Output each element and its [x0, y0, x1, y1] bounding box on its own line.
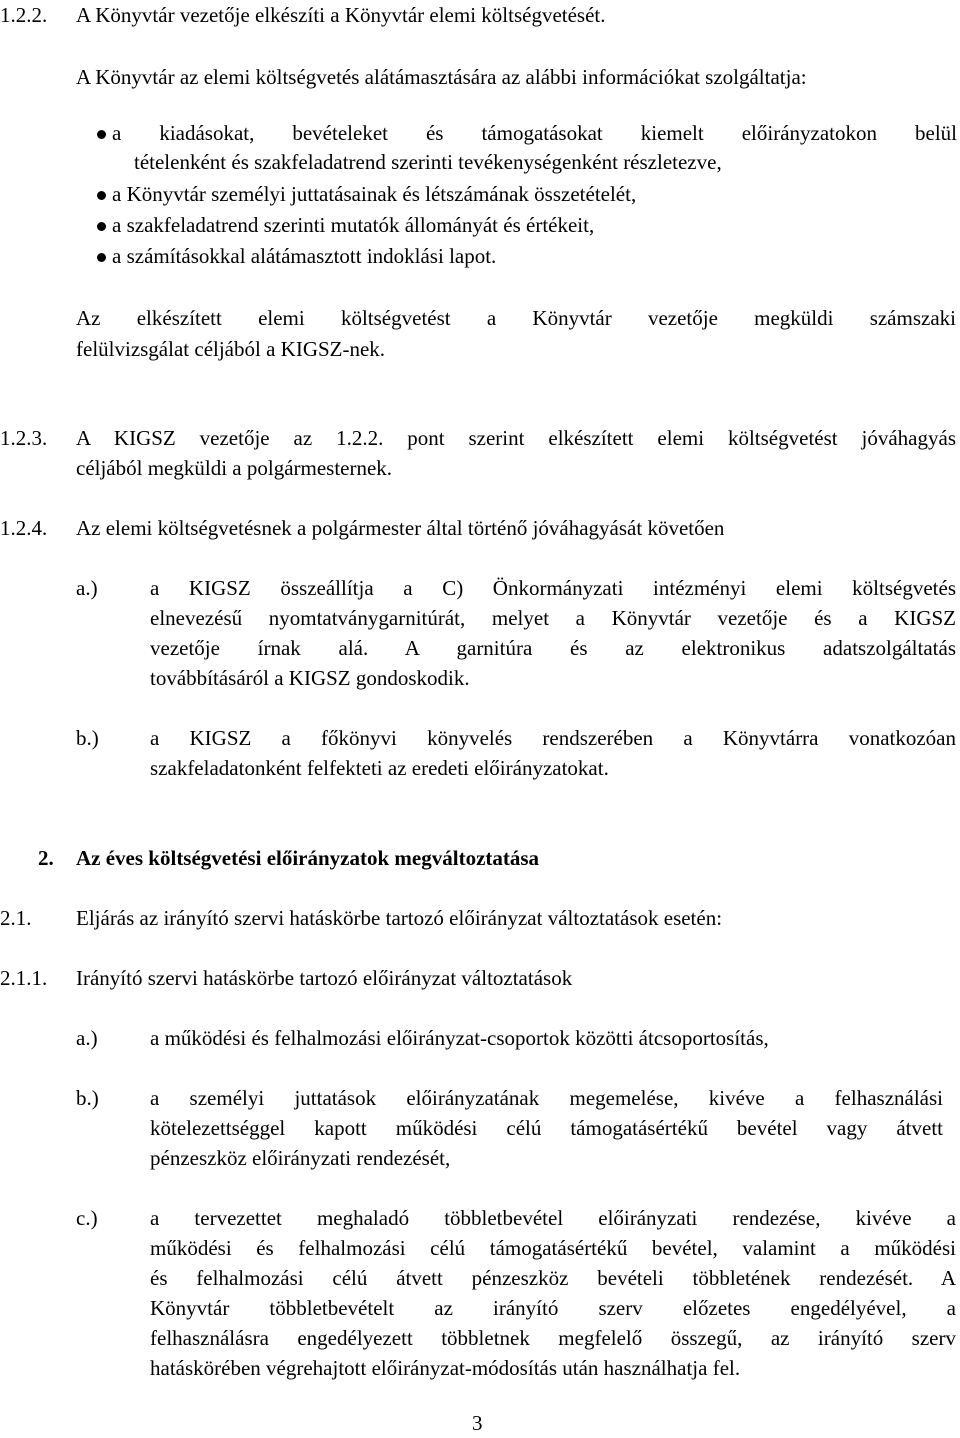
- chapter-title: Az éves költségvetési előirányzatok megváltoztatása: [76, 846, 540, 870]
- intro-paragraph: A Könyvtár az elemi költségvetés alátámasztására az alábbi információkat szolgáltatja:: [76, 65, 807, 89]
- item-label: b.): [76, 1086, 99, 1110]
- section-heading: Eljárás az irányító szervi hatáskörbe tartozó előirányzat változtatások esetén:: [76, 906, 723, 930]
- section-heading: Irányító szervi hatáskörbe tartozó előirányzat változtatások: [76, 966, 573, 990]
- item-line: Könyvtár többletbevételt az irányító szerv előzetes engedélyével, a: [150, 1296, 956, 1320]
- item-label: a.): [76, 1026, 98, 1050]
- item-line: szakfeladatonként felfekteti az eredeti előirányzatokat.: [150, 756, 609, 780]
- paragraph-line: Az elkészített elemi költségvetést a Könyvtár vezetője megküldi számszaki: [76, 306, 956, 330]
- bullet-icon: [97, 130, 106, 139]
- section-number: 2.1.: [0, 906, 32, 930]
- item-line: felhasználásra engedélyezett többletnek megfelelő összegű, az irányító szerv: [150, 1326, 956, 1350]
- item-label: a.): [76, 576, 98, 600]
- bullet-item-line: a számításokkal alátámasztott indoklási lapot.: [112, 244, 497, 268]
- paragraph-line: felülvizsgálat céljából a KIGSZ-nek.: [76, 337, 386, 361]
- bullet-item-line: tételenként és szakfeladatrend szerinti tevékenységenként részletezve,: [134, 150, 722, 174]
- section-number: 1.2.4.: [0, 516, 48, 540]
- item-line: pénzeszköz előirányzati rendezését,: [150, 1146, 451, 1170]
- section-number: 1.2.3.: [0, 426, 48, 450]
- item-line: kötelezettséggel kapott működési célú támogatásértékű bevétel vagy átvett: [150, 1116, 943, 1140]
- item-line: továbbításáról a KIGSZ gondoskodik.: [150, 666, 470, 690]
- section-number: 2.1.1.: [0, 966, 48, 990]
- section-number: 1.2.2.: [0, 3, 48, 27]
- section-heading: Az elemi költségvetésnek a polgármester által történő jóváhagyását követően: [76, 516, 725, 540]
- item-line: a működési és felhalmozási előirányzat-csoportok közötti átcsoportosítás,: [150, 1026, 769, 1050]
- paragraph-line: céljából megküldi a polgármesternek.: [76, 456, 393, 480]
- item-line: hatáskörében végrehajtott előirányzat-módosítás után használhatja fel.: [150, 1356, 741, 1380]
- bullet-item-line: a kiadásokat, bevételeket és támogatásokat kiemelt előirányzatokon belül: [112, 121, 957, 145]
- item-line: és felhalmozási célú átvett pénzeszköz bevételi többletének rendezését. A: [150, 1266, 956, 1290]
- item-line: elnevezésű nyomtatványgarnitúrát, melyet a Könyvtár vezetője és a KIGSZ: [150, 606, 956, 630]
- bullet-item-line: a Könyvtár személyi juttatásainak és létszámának összetételét,: [112, 182, 637, 206]
- bullet-item-line: a szakfeladatrend szerinti mutatók állományát és értékeit,: [112, 213, 595, 237]
- item-line: vezetője írnak alá. A garnitúra és az elektronikus adatszolgáltatás: [150, 636, 956, 660]
- item-label: c.): [76, 1206, 98, 1230]
- item-label: b.): [76, 726, 99, 750]
- item-line: a tervezettet meghaladó többletbevétel előirányzati rendezése, kivéve a: [150, 1206, 956, 1230]
- bullet-icon: [97, 253, 106, 262]
- bullet-icon: [97, 222, 106, 231]
- bullet-icon: [97, 191, 106, 200]
- section-heading: A Könyvtár vezetője elkészíti a Könyvtár elemi költségvetését.: [76, 3, 606, 27]
- paragraph-line: A KIGSZ vezetője az 1.2.2. pont szerint elkészített elemi költségvetést jóváhagyás: [76, 426, 956, 450]
- page-number: 3: [472, 1411, 483, 1435]
- item-line: a KIGSZ összeállítja a C) Önkormányzati intézményi elemi költségvetés: [150, 576, 956, 600]
- item-line: a KIGSZ a főkönyvi könyvelés rendszerében a Könyvtárra vonatkozóan: [150, 726, 956, 750]
- item-line: a személyi juttatások előirányzatának megemelése, kivéve a felhasználási: [150, 1086, 943, 1110]
- chapter-number: 2.: [38, 846, 54, 870]
- item-line: működési és felhalmozási célú támogatásértékű bevétel, valamint a működési: [150, 1236, 956, 1260]
